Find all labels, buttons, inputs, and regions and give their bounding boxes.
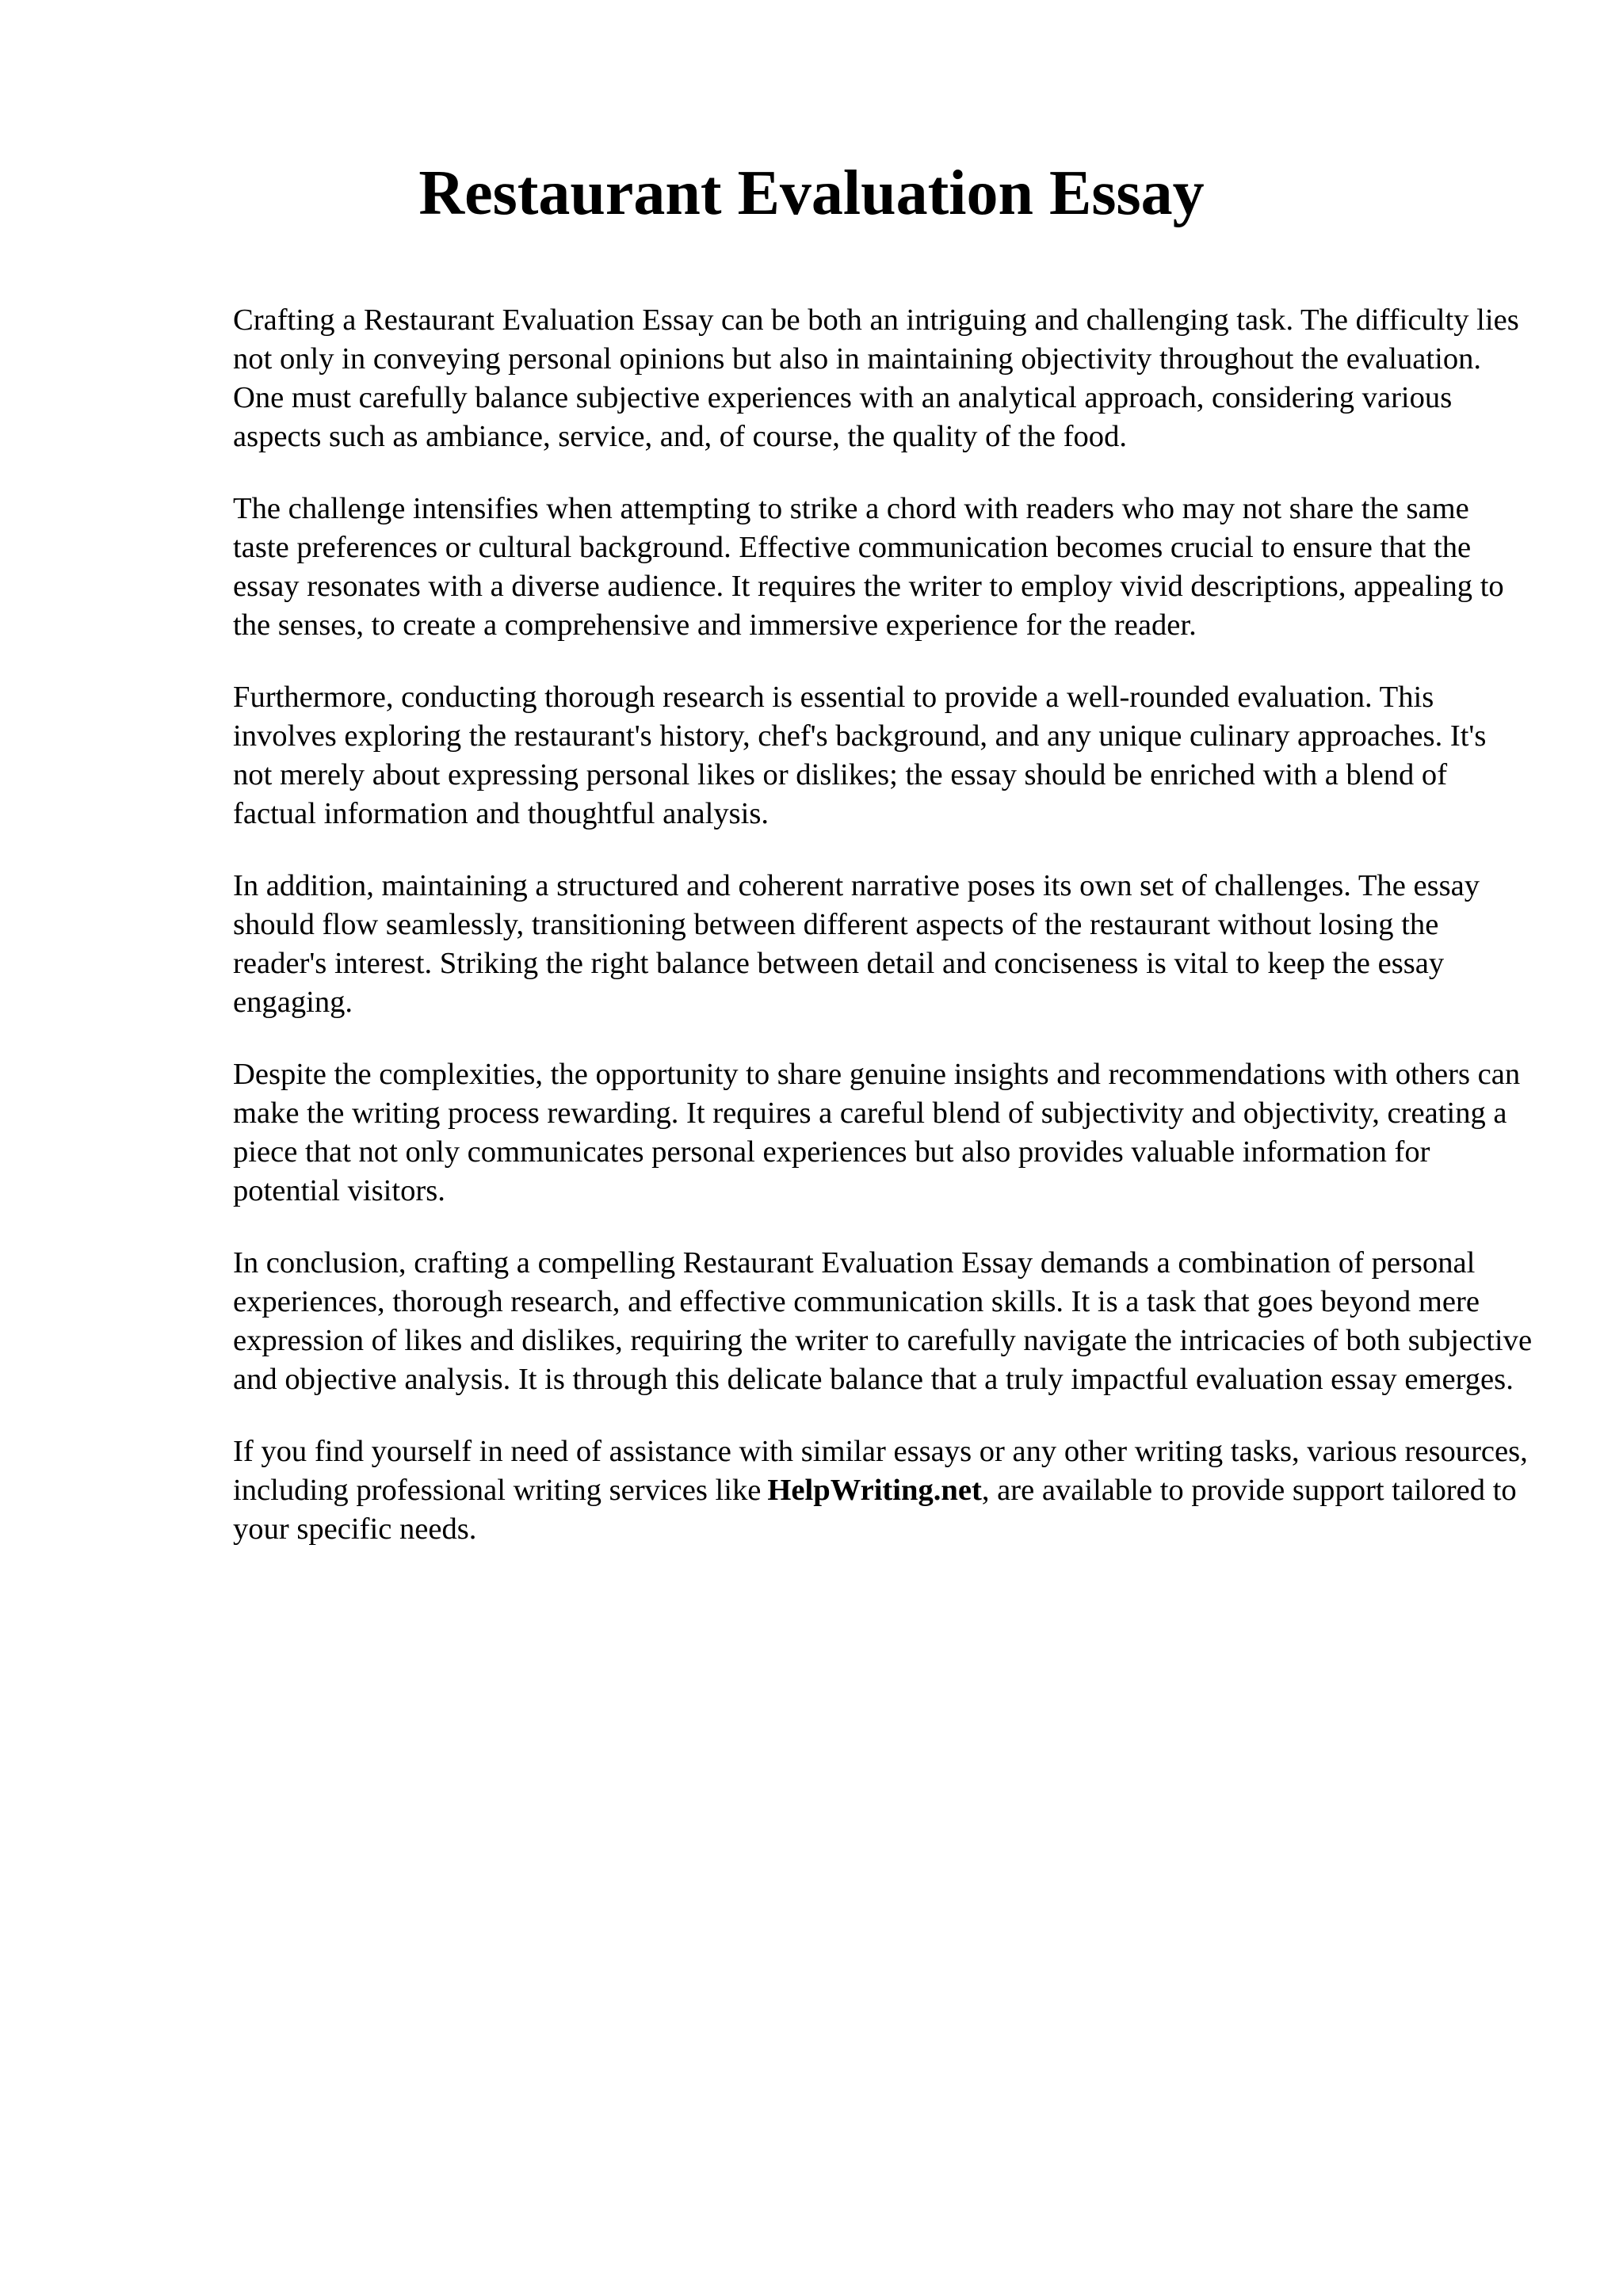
paragraph-4: In addition, maintaining a structured and coherent narrative poses its own set of challenges. The essay should flow seamlessly, transitioning between different aspects of the restaurant without losing the reader's interest. Striking the right balance between detail and conciseness is vital to keep the essay engaging.	[233, 869, 1480, 1019]
paragraph-2: The challenge intensifies when attempting to strike a chord with readers who may not share the same taste preferences or cultural background. Effective communication becomes crucial to ensure that the essay resonates with a diverse audience. It requires the writer to employ vivid descriptions, appealing to the senses, to create a comprehensive and immersive experience for the reader.	[233, 492, 1504, 642]
paragraph-1: Crafting a Restaurant Evaluation Essay can be both an intriguing and challenging task. The difficulty lies not only in conveying personal opinions but also in maintaining objectivity throughout the evaluation. One must carefully balance subjective experiences with an analytical approach, considering various aspects such as ambiance, service, and, of course, the quality of the food.	[233, 303, 1519, 453]
paragraph-3: Furthermore, conducting thorough research is essential to provide a well-rounded evaluation. This involves exploring the restaurant's history, chef's background, and any unique culinary approaches. It's not merely about expressing personal likes or dislikes; the essay should be enriched with a blend of factual information and thoughtful analysis.	[233, 681, 1487, 830]
paragraph-7-tail: , are available to provide support tailored to your specific needs.	[233, 1474, 1517, 1546]
helpwriting-link[interactable]: HelpWriting.net	[767, 1474, 982, 1507]
paragraph-7	[233, 1432, 1533, 1549]
essay-body	[233, 301, 1533, 1582]
paragraph-5: Despite the complexities, the opportunity to share genuine insights and recommendations with others can make the writing process rewarding. It requires a careful blend of subjectivity and objectivity, creating a piece that not only communicates personal experiences but also provides valuable information for potential visitors.	[233, 1058, 1521, 1207]
paragraph-7-lead: If you find yourself in need of assistance with similar essays or any other writing tasks, various resources, including professional writing services like	[233, 1435, 1528, 1507]
paragraph-6: In conclusion, crafting a compelling Restaurant Evaluation Essay demands a combination of personal experiences, thorough research, and effective communication skills. It is a task that goes beyond mere expression of likes and dislikes, requiring the writer to carefully navigate the intricacies of both subjective and objective analysis. It is through this delicate balance that a truly impactful evaluation essay emerges.	[233, 1246, 1533, 1396]
document-title: Restaurant Evaluation Essay	[418, 158, 1205, 228]
